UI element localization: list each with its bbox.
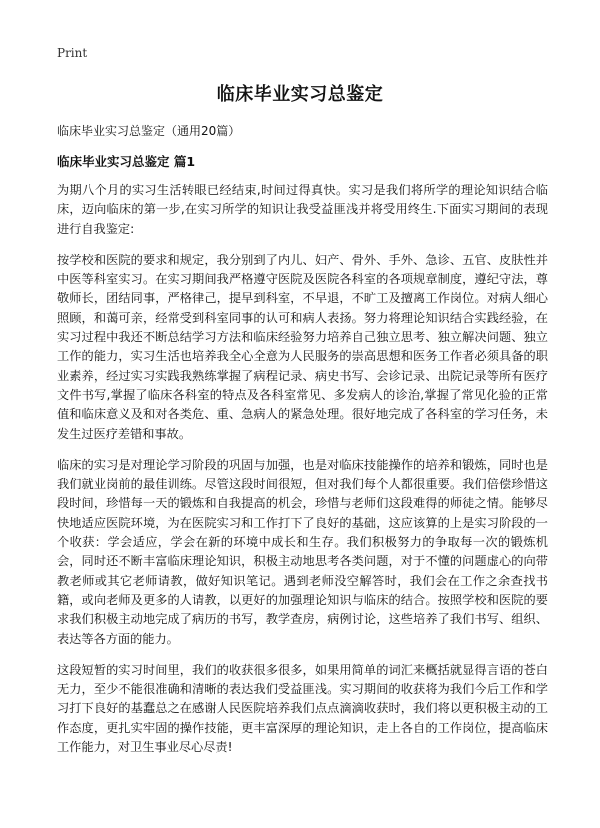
print-link[interactable]: Print <box>57 46 88 60</box>
document-subtitle: 临床毕业实习总鉴定（通用20篇） <box>57 124 241 138</box>
paragraph-4: 这段短暂的实习时间里，我们的收获很多很多，如果用简单的词汇来概括就显得言语的苍白无力，至少不能很准确和清晰的表达我们受益匪浅。实习期间的收获将为我们今后工作和学习打下良好的基蠢总之在感谢人民医院培养我们点点滴滴收获时，我们将以更积极主动的工作态度，更扎实牢固的操作技能，更丰富深厚的理论知识，走上各自的工作岗位，提高临床工作能力，对卫生事业尽心尽责! <box>57 662 548 755</box>
paragraph-3: 临床的实习是对理论学习阶段的巩固与加强，也是对临床技能操作的培养和锻炼，同时也是我们就业岗前的最佳训练。尽管这段时间很短，但对我们每个人都很重要。我们倍偿珍惜这段时间，珍惜每一天的锻炼和自我提高的机会，珍惜与老师们这段难得的师徒之情。能够尽快地适应医院环境，为在医院实习和工作打下了良好的基础，这应该算的上是实习阶段的一个收获：学会适应，学会在新的环境中成长和生存。我们积极努力的争取每一次的锻炼机会，同时还不断丰富临床理论知识，积极主动地思考各类问题，对于不懂的问题虚心的向带教老师或其它老师请教，做好知识笔记。遇到老师没空解答时，我们会在工作之余查找书籍，或向老师及更多的人请教，以更好的加强理论知识与临床的结合。按照学校和医院的要求我们积极主动地完成了病历的书写，教学查房，病例讨论，这些培养了我们书写、组织、表达等各方面的能力。 <box>57 457 548 646</box>
page-title: 临床毕业实习总鉴定 <box>216 84 384 105</box>
section-heading: 临床毕业实习总鉴定 篇1 <box>57 154 196 169</box>
article-body <box>57 181 548 769</box>
paragraph-1: 为期八个月的实习生活转眼已经结束,时间过得真快。实习是我们将所学的理论知识结合临床，迈向临床的第一步,在实习所学的知识让我受益匪浅并将受用终生.下面实习期间的表现进行自我鉴定: <box>57 183 548 236</box>
paragraph-2: 按学校和医院的要求和规定，我分别到了内儿、妇产、骨外、手外、急诊、五官、皮肤性并中医等科室实习。在实习期间我严格遵守医院及医院各科室的各项规章制度，遵纪守法，尊敬师长，团结同事，严格律己，提早到科室，不早退，不旷工及擅离工作岗位。对病人细心照顾，和蔼可亲，经常受到科室同事的认可和病人表扬。努力将理论知识结合实践经验，在实习过程中我还不断总结学习方法和临床经验努力培养自己独立思考、独立解决问题、独立工作的能力，实习生活也培养我全心全意为人民服务的崇高思想和医务工作者必须具备的职业素养，经过实习实践我熟练掌握了病程记录、病史书写、会诊记录、出院记录等所有医疗文件书写,掌握了临床各科室的特点及各科室常见、多发病人的诊治,掌握了常见化验的正常值和临床意义及和对各类危、重、急病人的紧急处理。很好地完成了各科室的学习任务，未发生过医疗差错和事故。 <box>57 252 548 441</box>
